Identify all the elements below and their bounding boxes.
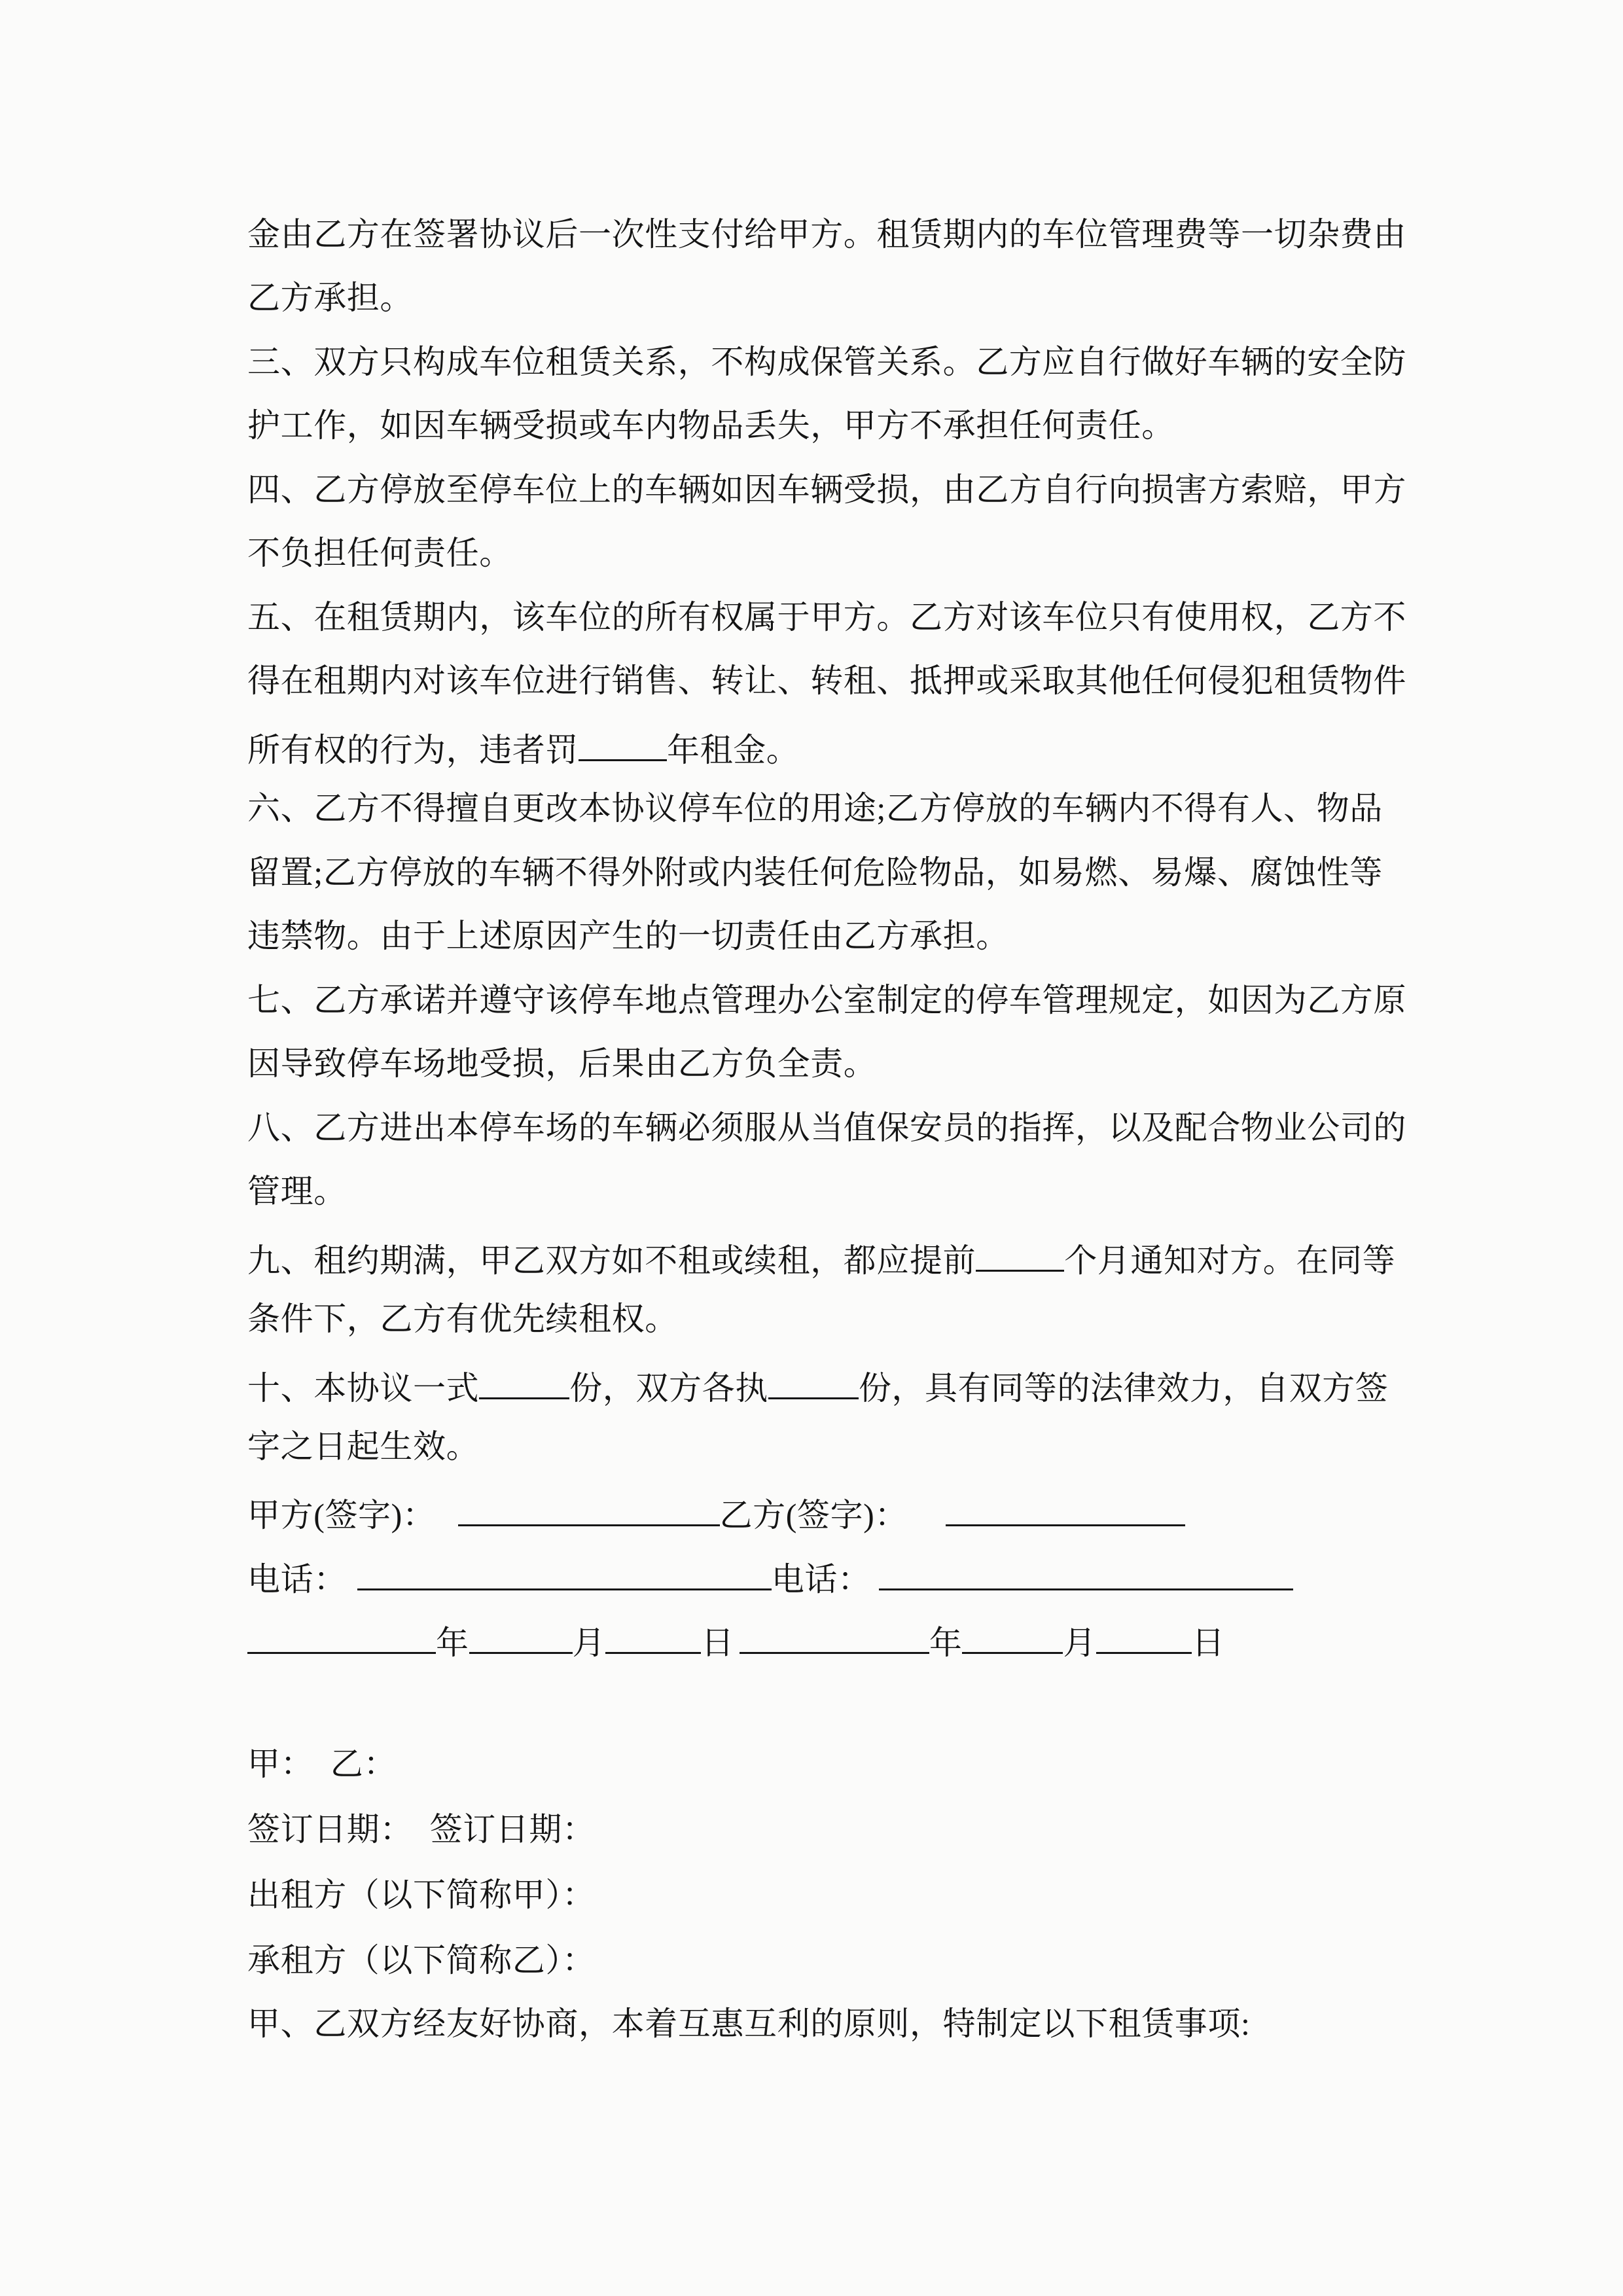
- text-line: [247, 598, 1406, 638]
- text-segment: 所有权的行为，违者罚: [247, 732, 579, 768]
- text-segment: 月: [572, 1624, 606, 1661]
- text-segment: 护工作，如因车辆受损或车内物品丢失，甲方不承担任何责任。: [247, 407, 1175, 444]
- text-segment: 份，双方各执: [569, 1370, 768, 1407]
- text-segment: 管理。: [247, 1173, 347, 1210]
- text-line: [247, 1618, 1378, 1659]
- text-segment: 月: [1063, 1624, 1097, 1661]
- text-segment: 个月通知对方。在同等: [1064, 1242, 1396, 1279]
- text-segment: 甲方(签字)：: [247, 1497, 436, 1534]
- fill-in-blank-line: [458, 1490, 720, 1526]
- text-segment: 八、乙方进出本停车场的车辆必须服从当值保安员的指挥，以及配合物业公司的: [247, 1109, 1406, 1146]
- fill-in-blank-line: [976, 1236, 1064, 1272]
- text-segment: 九、租约期满，甲乙双方如不租或续租，都应提前: [247, 1242, 976, 1279]
- text-segment: 份，具有同等的法律效力，自双方签: [858, 1370, 1389, 1407]
- text-line: [247, 1044, 1378, 1085]
- text-segment: 字之日起生效。: [247, 1428, 480, 1465]
- text-line: [247, 1941, 1378, 1981]
- text-segment: 违禁物。由于上述原因产生的一切责任由乙方承担。: [247, 918, 1009, 954]
- fill-in-blank-line: [879, 1554, 1293, 1590]
- text-line: [247, 1744, 1378, 1785]
- text-line: [247, 342, 1406, 383]
- text-line: [247, 1875, 1378, 1916]
- fill-in-blank-line: [579, 725, 667, 761]
- text-segment: 得在租期内对该车位进行销售、转让、转租、抵押或采取其他任何侵犯租赁物件: [247, 662, 1406, 699]
- text-line: [247, 1427, 1378, 1467]
- text-line: [247, 2004, 1378, 2045]
- text-segment: 日: [701, 1624, 734, 1661]
- fill-in-blank-line: [479, 1363, 569, 1399]
- contract-body: [247, 0, 1406, 2296]
- text-line: [247, 278, 1378, 319]
- text-segment: 条件下，乙方有优先续租权。: [247, 1300, 678, 1337]
- text-segment: 七、乙方承诺并遵守该停车地点管理办公室制定的停车管理规定，如因为乙方原: [247, 982, 1406, 1018]
- text-segment: 签订日期： 签订日期：: [247, 1811, 596, 1848]
- text-line: [247, 406, 1378, 446]
- text-segment: 乙方承担。: [247, 279, 413, 316]
- text-line: [247, 1363, 1389, 1407]
- text-segment: 四、乙方停放至停车位上的车辆如因车辆受损，由乙方自行向损害方索赔，甲方: [247, 471, 1406, 508]
- text-line: [247, 470, 1406, 511]
- text-line: [247, 1810, 1378, 1850]
- text-line: [247, 215, 1406, 255]
- text-segment: 年: [436, 1624, 469, 1661]
- fill-in-blank-line: [357, 1554, 772, 1590]
- text-line: [247, 980, 1406, 1021]
- text-segment: 因导致停车场地受损，后果由乙方负全责。: [247, 1045, 877, 1082]
- fill-in-blank-line: [962, 1618, 1063, 1654]
- text-segment: 年租金。: [667, 732, 800, 768]
- fill-in-blank-line: [247, 1618, 436, 1654]
- text-segment: 乙方(签字)：: [719, 1497, 908, 1534]
- fill-in-blank-line: [469, 1618, 573, 1654]
- text-line: [247, 853, 1383, 893]
- text-line: [247, 533, 1378, 574]
- text-line: [247, 1108, 1406, 1149]
- text-segment: 电话：: [771, 1561, 871, 1598]
- text-line: [247, 1236, 1396, 1279]
- fill-in-blank-line: [605, 1618, 701, 1654]
- text-line: [247, 661, 1406, 702]
- text-segment: 承租方（以下简称乙）：: [247, 1942, 596, 1979]
- text-segment: 金由乙方在签署协议后一次性支付给甲方。租赁期内的车位管理费等一切杂费由: [247, 216, 1406, 253]
- text-line: [247, 789, 1383, 829]
- text-line: [247, 1554, 1378, 1598]
- text-segment: 出租方（以下简称甲）：: [247, 1876, 596, 1913]
- text-line: [247, 725, 1378, 766]
- text-line: [247, 1299, 1378, 1340]
- text-segment: 三、双方只构成车位租赁关系，不构成保管关系。乙方应自行做好车辆的安全防: [247, 344, 1406, 380]
- text-segment: 五、在租赁期内，该车位的所有权属于甲方。乙方对该车位只有使用权，乙方不: [247, 599, 1406, 636]
- text-segment: 十、本协议一式: [247, 1370, 480, 1407]
- text-segment: 六、乙方不得擅自更改本协议停车位的用途;乙方停放的车辆内不得有人、物品: [247, 790, 1383, 827]
- fill-in-blank-line: [740, 1618, 929, 1654]
- fill-in-blank-line: [946, 1490, 1185, 1526]
- text-segment: 年: [929, 1624, 963, 1661]
- text-segment: 甲、乙双方经友好协商，本着互惠互利的原则，特制定以下租赁事项:: [247, 2005, 1251, 2042]
- text-line: [247, 1490, 1378, 1534]
- text-line: [247, 1172, 1378, 1212]
- fill-in-blank-line: [1096, 1618, 1192, 1654]
- text-segment: 电话：: [247, 1561, 347, 1598]
- text-segment: 甲： 乙：: [247, 1746, 397, 1782]
- text-segment: 不负担任何责任。: [247, 535, 512, 571]
- text-segment: 日: [1192, 1624, 1225, 1661]
- fill-in-blank-line: [768, 1363, 859, 1399]
- text-line: [247, 916, 1378, 957]
- text-segment: 留置;乙方停放的车辆不得外附或内装任何危险物品，如易燃、易爆、腐蚀性等: [247, 854, 1383, 891]
